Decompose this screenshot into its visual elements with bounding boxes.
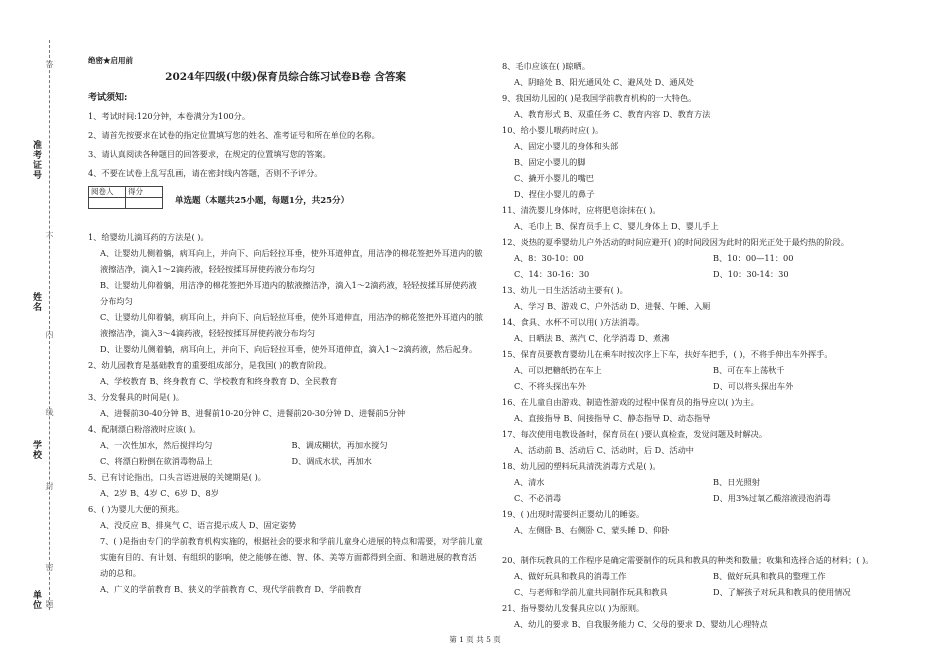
seal-mark: 线 (45, 408, 54, 416)
page-footer: 第 1 页 共 5 页 (449, 635, 501, 644)
seal-mark: 内 (45, 330, 54, 338)
score-cell: 得分 (126, 187, 163, 198)
option: C、不必消毒 (514, 493, 562, 503)
option-row (502, 362, 912, 378)
seal-mark: 答 (45, 60, 54, 68)
question: 21、指导婴幼儿发餐具应以( )为原则。 (502, 603, 645, 613)
question: 9、我国幼儿园的( )是我国学前教育机构的一大特色。 (502, 93, 697, 103)
option: D、了解孩子对玩具和教具的使用情况 (713, 587, 851, 597)
option-row (502, 266, 912, 282)
grader-blank[interactable] (89, 198, 126, 209)
option: A、学校教育 B、终身教育 C、学校教育和终身教育 D、全民教育 (100, 376, 338, 386)
option: D、10：30-14：30 (713, 269, 789, 279)
secret-label: 绝密★启用前 (88, 56, 133, 65)
unit-label: 单位 (31, 590, 41, 610)
option: D、调成水状，再加水 (291, 456, 372, 466)
option: A、8：30-10：00 (514, 253, 584, 263)
notice-item: 2、请首先按要求在试卷的指定位置填写您的姓名、准考证号和所在单位的名称。 (88, 130, 380, 140)
notice-title: 考试须知: (88, 93, 128, 103)
option: C、14：30-16：30 (514, 269, 590, 279)
option-row (502, 250, 912, 266)
seal-line (49, 40, 50, 610)
option-row (502, 584, 912, 600)
option: A、可以把糖纸扔在车上 (514, 365, 602, 375)
option: D、用3%过氧乙酸溶液浸泡消毒 (713, 493, 831, 503)
name-label: 姓名 (31, 292, 41, 312)
option: A、日晒法 B、蒸汽 C、化学消毒 D、煮沸 (514, 333, 670, 343)
option: B、让婴幼儿仰着躺，用洁净的棉花签把外耳道内的脓液擦洁净，滴入1～2滴药液，轻轻按揉耳屏使药液分布均匀 (100, 280, 477, 306)
question: 10、给小婴儿喂药时应( )。 (502, 125, 604, 135)
question: 20、制作玩教具的工作程序是确定需要制作的玩具和教具的种类和数量；收集和选择合适的材料；( )。 (502, 555, 874, 565)
question: 15、保育员要教育婴幼儿在乘车时按次序上下车，扶好车把手，( )，不将手伸出车外挥手。 (502, 349, 833, 359)
option: A、没反应 B、排臭气 C、语言提示成人 D、固定姿势 (100, 520, 297, 530)
question: 14、食具、水杯不可以用( )方法消毒。 (502, 317, 645, 327)
option: A、进餐前30-40分钟 B、进餐前10-20分钟 C、进餐前20-30分钟 D、进餐前5分钟 (100, 408, 406, 418)
left-column (88, 56, 483, 597)
page-title: 2024年四级(中级)保育员综合练习试卷B卷 含答案 (165, 71, 406, 83)
question: 16、在儿童自由游戏、制造性游戏的过程中保育员的指导应以( )为主。 (502, 397, 759, 407)
option: A、阴暗处 B、阳光通风处 C、避风处 D、通风处 (514, 77, 694, 87)
option: B、调成糊状，再加水搅匀 (291, 440, 388, 450)
option: A、让婴幼儿侧着躺，病耳向上，并向下、向后轻拉耳垂，使外耳道伸直，用洁净的棉花签把外耳道内的脓液擦洁净，滴入1～2滴药液，轻轻按揉耳屏使药液分布均匀 (100, 248, 483, 274)
question: 11、清洗婴儿身体时，应将肥皂涂抹在( )。 (502, 205, 661, 215)
question: 3、分发餐具的时间是( )。 (88, 392, 185, 402)
option: C、将漂白粉倒在欲消毒物品上 (100, 456, 213, 466)
option-row (502, 568, 912, 584)
option: A、广义的学前教育 B、狭义的学前教育 C、现代学前教育 D、学前教育 (100, 584, 362, 594)
option: A、做好玩具和教具的消毒工作 (514, 571, 627, 581)
question: 1、给婴幼儿滴耳药的方法是( )。 (88, 232, 209, 242)
option: C、不将头探出车外 (514, 381, 586, 391)
notice-item: 1、考试时间:120分钟，本卷满分为100分。 (88, 111, 251, 121)
option: A、左侧卧 B、右侧卧 C、蒙头睡 D、仰卧 (514, 525, 670, 535)
option-row (88, 453, 483, 469)
option: D、让婴幼儿侧着躺，病耳向上，并向下、向后轻拉耳垂，使外耳道伸直，滴入1～2滴药液，然后起身。 (100, 344, 478, 354)
option-row (502, 490, 912, 506)
section-heading: 单选题（本题共25小题，每题1分，共25分） (175, 196, 350, 206)
seal-mark: 题 (45, 600, 54, 608)
option: A、直接指导 B、间接指导 C、静态指导 D、动态指导 (514, 413, 711, 423)
question: 6、( )为婴儿大便的预兆。 (88, 504, 185, 514)
question: 4、配制漂白粉溶液时应该( )。 (88, 424, 201, 434)
option: A、2岁 B、4岁 C、6岁 D、8岁 (100, 488, 219, 498)
exam-number-label: 准考证号 (31, 140, 41, 180)
option: A、活动前 B、活动后 C、活动时，后 D、活动中 (514, 445, 694, 455)
option: D、可以将头探出车外 (713, 381, 794, 391)
notice-item: 4、不要在试卷上乱写乱画，请在密封线内答题，否则不予评分。 (88, 168, 323, 178)
question: 17、每次使用电教设备时，保育员在( )要认真检查，发觉问题及时解决。 (502, 429, 768, 439)
score-blank[interactable] (126, 198, 163, 209)
option: C、与老师和学前儿童共同制作玩具和教具 (514, 587, 668, 597)
option: B、10：00—11：00 (713, 253, 794, 263)
question: 18、幼儿园的塑料玩具清洗消毒方式是( )。 (502, 461, 661, 471)
option: A、毛巾上 B、保育员手上 C、婴儿身体上 D、婴儿手上 (514, 221, 719, 231)
option: B、做好玩具和教具的整理工作 (713, 571, 826, 581)
option: A、一次性加水，然后搅拌均匀 (100, 440, 213, 450)
question: 2、幼儿园教育是基础教育的重要组成部分，是我国( )的教育阶段。 (88, 360, 332, 370)
seal-mark: 不 (45, 232, 54, 240)
option: B、可在车上荡秋千 (713, 365, 785, 375)
seal-mark: 密 (45, 563, 54, 571)
school-label: 学校 (31, 440, 41, 460)
option: A、清水 (514, 477, 545, 487)
option: D、捏住小婴儿的鼻子 (514, 189, 595, 199)
question: 12、炎热的夏季婴幼儿户外活动的时间应避开( )的时间段因为此时的阳光正处于最灼热的阶段。 (502, 237, 849, 247)
option: C、让婴幼儿仰着躺，病耳向上，并向下、向后轻拉耳垂，使外耳道伸直，用洁净的棉花签把外耳道内的脓液擦洁净，滴入3～4滴药液，轻轻按揉耳屏使药液分布均匀 (100, 312, 483, 338)
option: A、固定小婴儿的身体和头部 (514, 141, 619, 151)
option-row (502, 474, 912, 490)
seal-mark: 封 (45, 482, 54, 490)
option: B、固定小婴儿的脚 (514, 157, 586, 167)
notice-item: 3、请认真阅读各种题目的回答要求，在规定的位置填写您的答案。 (88, 149, 331, 159)
score-row (88, 186, 483, 209)
question: 8、毛巾应该在( )晾晒。 (502, 61, 590, 71)
question: 5、已有讨论指出，口头言语进展的关键期是( )。 (88, 472, 266, 482)
option: A、教育形式 B、双重任务 C、教育内容 D、教育方法 (514, 109, 711, 119)
option: B、日光照射 (713, 477, 760, 487)
option-row (88, 437, 483, 453)
grader-cell: 阅卷人 (89, 187, 126, 198)
question: 13、幼儿一日生活活动主要有( )。 (502, 285, 628, 295)
question: 19、( )出现时需要纠正婴幼儿的睡姿。 (502, 509, 645, 519)
option-row (502, 378, 912, 394)
option: C、撬开小婴儿的嘴巴 (514, 173, 594, 183)
score-table (88, 186, 163, 209)
right-column (502, 58, 912, 632)
binding-margin (0, 0, 70, 671)
question: 7、( )是指由专门的学前教育机构实施的，根据社会的要求和学前儿童身心进展的特点和需要，对学前儿童实施有目的、有计划、有组织的影响，使之能够在德、智、体、美等方面都得到全面、和谐进展的教育活动的总和。 (100, 536, 483, 578)
option: A、学习 B、游戏 C、户外活动 D、进餐、午睡、入厕 (514, 301, 711, 311)
option: A、幼儿的要求 B、自我服务能力 C、父母的要求 D、婴幼儿心理特点 (514, 619, 768, 629)
